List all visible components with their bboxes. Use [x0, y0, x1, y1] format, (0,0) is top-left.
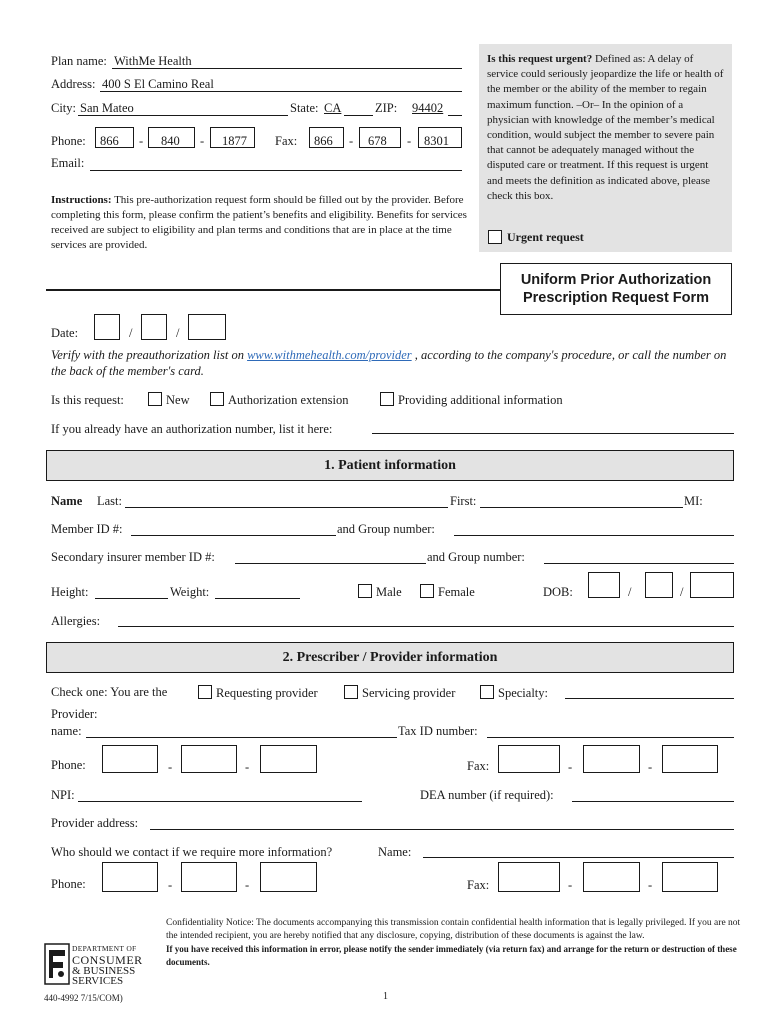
verify-text-after: , according to the company's procedure, or call the number on the back of the member's card.: [51, 348, 727, 378]
provider-address-label: Provider address:: [51, 816, 139, 830]
confidentiality-bold-text: If you have received this information in error, please notify the sender immediately (via return fax) and arrange for the return or destruction of these documents.: [166, 944, 737, 967]
provider-link[interactable]: www.withmehealth.com/provider: [247, 348, 412, 362]
allergies-label: Allergies:: [51, 614, 101, 628]
zip-label: ZIP:: [375, 101, 398, 115]
plan-phone-area-value: 866: [100, 134, 119, 148]
dash: -: [568, 760, 573, 774]
request-extension-label: Authorization extension: [228, 393, 349, 407]
male-label: Male: [376, 585, 402, 599]
requesting-provider-label: Requesting provider: [216, 686, 318, 700]
address-line[interactable]: [100, 91, 462, 92]
provider-label: Provider:: [51, 707, 98, 721]
urgent-request-checkbox[interactable]: [488, 230, 502, 244]
dob-slash: /: [628, 585, 632, 599]
request-type-label: Is this request:: [51, 393, 124, 407]
address-value: 400 S El Camino Real: [102, 77, 214, 91]
provider-address-field[interactable]: [150, 829, 734, 830]
page-number: 1: [383, 991, 388, 1002]
patient-section-heading: 1. Patient information: [46, 450, 734, 481]
contact-fax-label: Fax:: [467, 878, 490, 892]
urgent-question: Is this request urgent?: [487, 53, 593, 65]
specialty-label: Specialty:: [498, 686, 548, 700]
contact-phone-prefix-box[interactable]: [181, 862, 237, 892]
patient-first-field[interactable]: [480, 507, 683, 508]
date-month-box[interactable]: [94, 314, 120, 340]
npi-field[interactable]: [78, 801, 362, 802]
weight-label: Weight:: [170, 585, 210, 599]
secondary-id-field[interactable]: [235, 563, 426, 564]
height-label: Height:: [51, 585, 89, 599]
request-additional-info-checkbox[interactable]: [380, 392, 394, 406]
plan-phone-prefix-value: 840: [161, 134, 180, 148]
dash: -: [168, 760, 173, 774]
dash: -: [349, 134, 354, 148]
dob-slash: /: [680, 585, 684, 599]
group-number-label: and Group number:: [337, 522, 435, 536]
contact-fax-area-box[interactable]: [498, 862, 560, 892]
secondary-group-field[interactable]: [544, 563, 734, 564]
state-label: State:: [290, 101, 319, 115]
dash: -: [139, 134, 144, 148]
dob-month-box[interactable]: [588, 572, 620, 598]
provider-phone-prefix-box[interactable]: [181, 745, 237, 773]
request-additional-info-label: Providing additional information: [398, 393, 563, 407]
form-title-line1: Uniform Prior Authorization: [520, 272, 712, 288]
contact-fax-line-box[interactable]: [662, 862, 718, 892]
request-extension-checkbox[interactable]: [210, 392, 224, 406]
zip-value: 94402: [412, 101, 444, 115]
female-label: Female: [438, 585, 475, 599]
prescriber-section-heading: 2. Prescriber / Provider information: [46, 642, 734, 673]
email-label: Email:: [51, 156, 85, 170]
dash: -: [245, 878, 250, 892]
secondary-id-label: Secondary insurer member ID #:: [51, 550, 215, 564]
dob-day-box[interactable]: [645, 572, 673, 598]
contact-phone-area-box[interactable]: [102, 862, 158, 892]
dcbs-logo: [44, 942, 164, 988]
confidentiality-notice: [166, 917, 750, 969]
contact-fax-prefix-box[interactable]: [583, 862, 640, 892]
secondary-group-label: and Group number:: [427, 550, 525, 564]
plan-phone-label: Phone:: [51, 134, 86, 148]
contact-name-field[interactable]: [423, 857, 734, 858]
servicing-provider-label: Servicing provider: [362, 686, 456, 700]
form-title-line2: Prescription Request Form: [522, 290, 710, 306]
specialty-field[interactable]: [565, 698, 734, 699]
patient-mi-label: MI:: [684, 494, 703, 508]
city-label: City:: [51, 101, 77, 115]
provider-phone-area-box[interactable]: [102, 745, 158, 773]
state-value: CA: [324, 101, 342, 115]
plan-name-value: WithMe Health: [114, 54, 192, 68]
contact-name-label: Name:: [378, 845, 412, 859]
provider-name-label: name:: [51, 724, 82, 738]
date-label: Date:: [51, 326, 79, 340]
logo-line1: DEPARTMENT OF: [72, 944, 137, 953]
contact-label: Who should we contact if we require more information?: [51, 845, 333, 859]
email-line[interactable]: [90, 170, 462, 171]
plan-fax-area-value: 866: [314, 134, 333, 148]
plan-fax-label: Fax:: [275, 134, 298, 148]
provider-fax-line-box[interactable]: [662, 745, 718, 773]
requesting-provider-checkbox[interactable]: [198, 685, 212, 699]
logo-line4: SERVICES: [72, 975, 124, 987]
patient-name-label: Name: [51, 494, 83, 508]
urgent-panel: [479, 44, 732, 252]
date-slash: /: [129, 326, 133, 340]
weight-field[interactable]: [215, 598, 300, 599]
patient-last-label: Last:: [97, 494, 122, 508]
dob-label: DOB:: [543, 585, 573, 599]
form-title: [500, 263, 732, 315]
city-value: San Mateo: [80, 101, 134, 115]
provider-phone-line-box[interactable]: [260, 745, 317, 773]
auth-number-label: If you already have an authorization number, list it here:: [51, 422, 333, 436]
confidentiality-text: Confidentiality Notice: The documents accompanying this transmission contain confidential health information that is legally privileged. If you are not the intended recipient, you are hereby notified that any disclosure, copying, distribution of these documents is against the law.: [166, 918, 741, 941]
request-new-checkbox[interactable]: [148, 392, 162, 406]
date-day-box[interactable]: [141, 314, 167, 340]
dash: -: [407, 134, 412, 148]
date-year-box[interactable]: [188, 314, 226, 340]
auth-number-field[interactable]: [372, 433, 734, 434]
header-divider: [46, 289, 500, 291]
state-line[interactable]: [344, 115, 373, 116]
dash: -: [200, 134, 205, 148]
member-id-field[interactable]: [131, 535, 336, 536]
dash: -: [168, 878, 173, 892]
plan-name-label: Plan name:: [51, 54, 107, 68]
dash: -: [648, 760, 653, 774]
logo-line2: CONSUMER: [72, 953, 143, 967]
provider-fax-prefix-box[interactable]: [583, 745, 640, 773]
dash: -: [245, 760, 250, 774]
instructions-label: Instructions:: [51, 194, 112, 206]
provider-fax-label: Fax:: [467, 759, 490, 773]
dea-field[interactable]: [572, 801, 734, 802]
logo-line3: & BUSINESS: [72, 965, 136, 977]
check-one-label: Check one: You are the: [51, 685, 168, 699]
patient-first-label: First:: [450, 494, 477, 508]
urgent-request-label: Urgent request: [507, 230, 584, 244]
contact-phone-line-box[interactable]: [260, 862, 317, 892]
plan-phone-line-value: 1877: [222, 134, 247, 148]
dea-label: DEA number (if required):: [420, 788, 554, 802]
instructions-text: This pre-authorization request form should be filled out by the provider. Before completing this form, please confirm the patient’s benefits and eligibility. Benefits for services received are subject to eligibility and plan terms and conditions that are in place at the time services are provided.: [51, 194, 467, 251]
zip-line[interactable]: [448, 115, 462, 116]
verify-text-before: Verify with the preauthorization list on: [51, 348, 248, 362]
specialty-checkbox[interactable]: [480, 685, 494, 699]
address-label: Address:: [51, 77, 96, 91]
instructions: [51, 193, 471, 253]
plan-fax-line-value: 8301: [424, 134, 449, 148]
dash: -: [648, 878, 653, 892]
date-slash: /: [176, 326, 180, 340]
dob-year-box[interactable]: [690, 572, 734, 598]
request-new-label: New: [166, 393, 190, 407]
member-id-label: Member ID #:: [51, 522, 123, 536]
form-number: 440-4992 7/15/COM): [44, 993, 123, 1003]
city-line[interactable]: [78, 115, 288, 116]
tax-id-label: Tax ID number:: [398, 724, 478, 738]
female-checkbox[interactable]: [420, 584, 434, 598]
height-field[interactable]: [95, 598, 168, 599]
male-checkbox[interactable]: [358, 584, 372, 598]
urgent-definition: Defined as: A delay of service could seriously jeopardize the life or health of the member or the ability of the member to regain maximum function. –Or– In the opinion of a physician with knowledge of the member’s medical condition, would subject the member to severe pain that cannot be adequately managed without the disputed care or treatment. If this request is urgent and meets the definition as indicated above, please check this box.: [487, 53, 724, 202]
provider-name-field[interactable]: [86, 737, 397, 738]
group-number-field[interactable]: [454, 535, 734, 536]
contact-phone-label: Phone:: [51, 877, 86, 891]
provider-fax-area-box[interactable]: [498, 745, 560, 773]
dash: -: [568, 878, 573, 892]
allergies-field[interactable]: [118, 626, 734, 627]
tax-id-field[interactable]: [487, 737, 734, 738]
npi-label: NPI:: [51, 788, 75, 802]
provider-phone-label: Phone:: [51, 758, 86, 772]
servicing-provider-checkbox[interactable]: [344, 685, 358, 699]
plan-fax-prefix-value: 678: [368, 134, 387, 148]
plan-name-line[interactable]: [112, 68, 462, 69]
patient-last-field[interactable]: [125, 507, 448, 508]
verify-note: [51, 347, 741, 379]
